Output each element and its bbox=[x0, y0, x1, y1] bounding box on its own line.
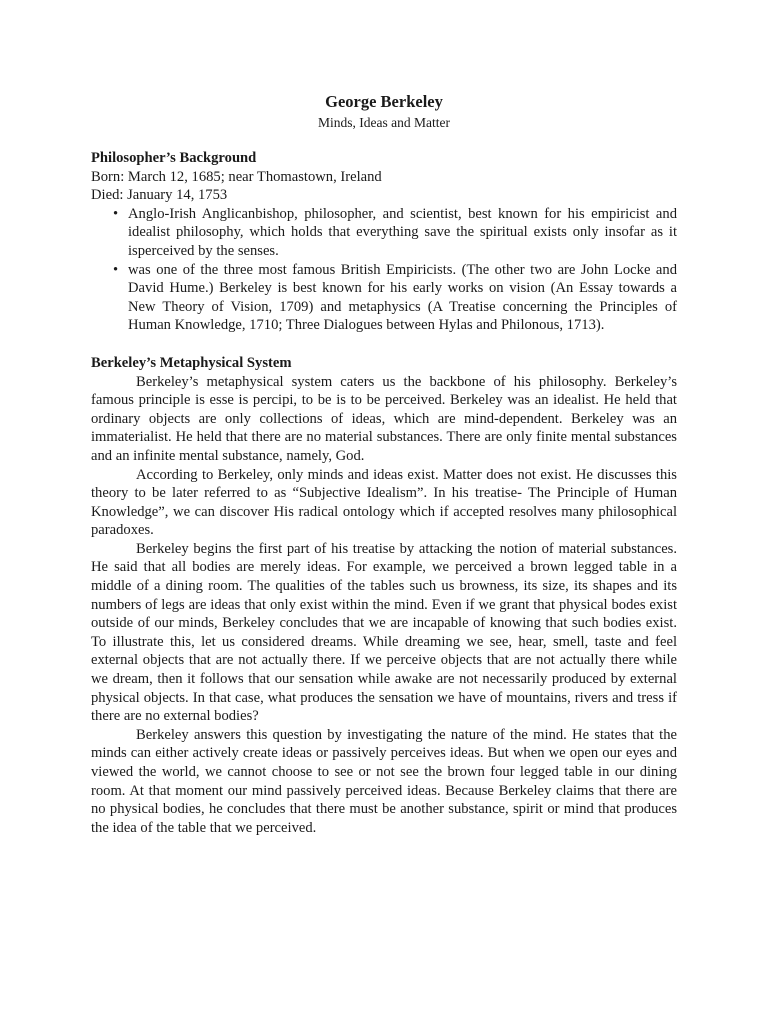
body-paragraph: According to Berkeley, only minds and ideas exist. Matter does not exist. He discusses this theory to be later referred to as “Subjective Idealism”. In his treatise- The Principle of Human Knowledge”, we can discover His radical ontology which if accepted resolves many philosophical paradoxes. bbox=[91, 466, 677, 539]
document-title: George Berkeley bbox=[325, 92, 443, 111]
document-subtitle: Minds, Ideas and Matter bbox=[318, 115, 450, 130]
body-paragraph: Berkeley begins the first part of his treatise by attacking the notion of material substances. He said that all bodies are merely ideas. For example, we perceived a brown legged table in a middle of a dining room. The qualities of the tables such us browness, its size, its shapes and its numbers of legs are ideas that only exist within the mind. Even if we grant that physical bodes exist outside of our minds, Berkeley concludes that we are incapable of knowing that such bodies exist. To illustrate this, let us considered dreams. While dreaming we see, hear, smell, taste and feel external objects that are not actually there. If we perceive objects that are not actually there while we dream, then it follows that our sensation while awake are not necessarily produced by external physical objects. In that case, what produces the sensation we have of mountains, rivers and tress if there are no external bodies? bbox=[91, 540, 677, 725]
bullet-text: Anglo-Irish Anglicanbishop, philosopher, and scientist, best known for his empiricist and idealist philosophy, which holds that everything save the spiritual exists only insofar as it isperceived by the senses. bbox=[128, 205, 677, 259]
bullet-item bbox=[91, 261, 677, 335]
document-page bbox=[91, 92, 677, 837]
born-line: Born: March 12, 1685; near Thomastown, Ireland bbox=[91, 168, 382, 185]
section-heading-background: Philosopher’s Background bbox=[91, 150, 257, 166]
bullet-text: was one of the three most famous British Empiricists. (The other two are John Locke and David Hume.) Berkeley is best known for his early works on vision (An Essay towards a New Theory of Vision, 1709) and metaphysics (A Treatise concerning the Principles of Human Knowledge, 1710; Three Dialogues between Hylas and Philonous, 1713). bbox=[128, 261, 677, 334]
bullet-item bbox=[91, 205, 677, 261]
background-bullet-list bbox=[91, 205, 677, 335]
bullet-dot-icon: • bbox=[113, 205, 119, 222]
body-paragraph: Berkeley’s metaphysical system caters us the backbone of his philosophy. Berkeley’s famous principle is esse is percipi, to be is to be perceived. Berkeley was an idealist. He held that ordinary objects are only collections of ideas, which are mind-dependent. Berkeley was an immaterialist. He held that there are no material substances. There are only finite mental substances and an infinite mental substance, namely, God. bbox=[91, 373, 677, 464]
died-line: Died: January 14, 1753 bbox=[91, 187, 228, 204]
section-heading-metaphysics: Berkeley’s Metaphysical System bbox=[91, 354, 292, 371]
body-paragraph: Berkeley answers this question by investigating the nature of the mind. He states that the minds can either actively create ideas or passively perceives ideas. But when we open our eyes and viewed the world, we cannot choose to see or not see the brown four legged table in our dining room. At that moment our mind passively perceived ideas. Because Berkeley claims that there are no physical bodies, he concludes that there must be another substance, spirit or mind that produces the idea of the table that we perceived. bbox=[91, 726, 677, 836]
bullet-dot-icon: • bbox=[113, 261, 119, 278]
